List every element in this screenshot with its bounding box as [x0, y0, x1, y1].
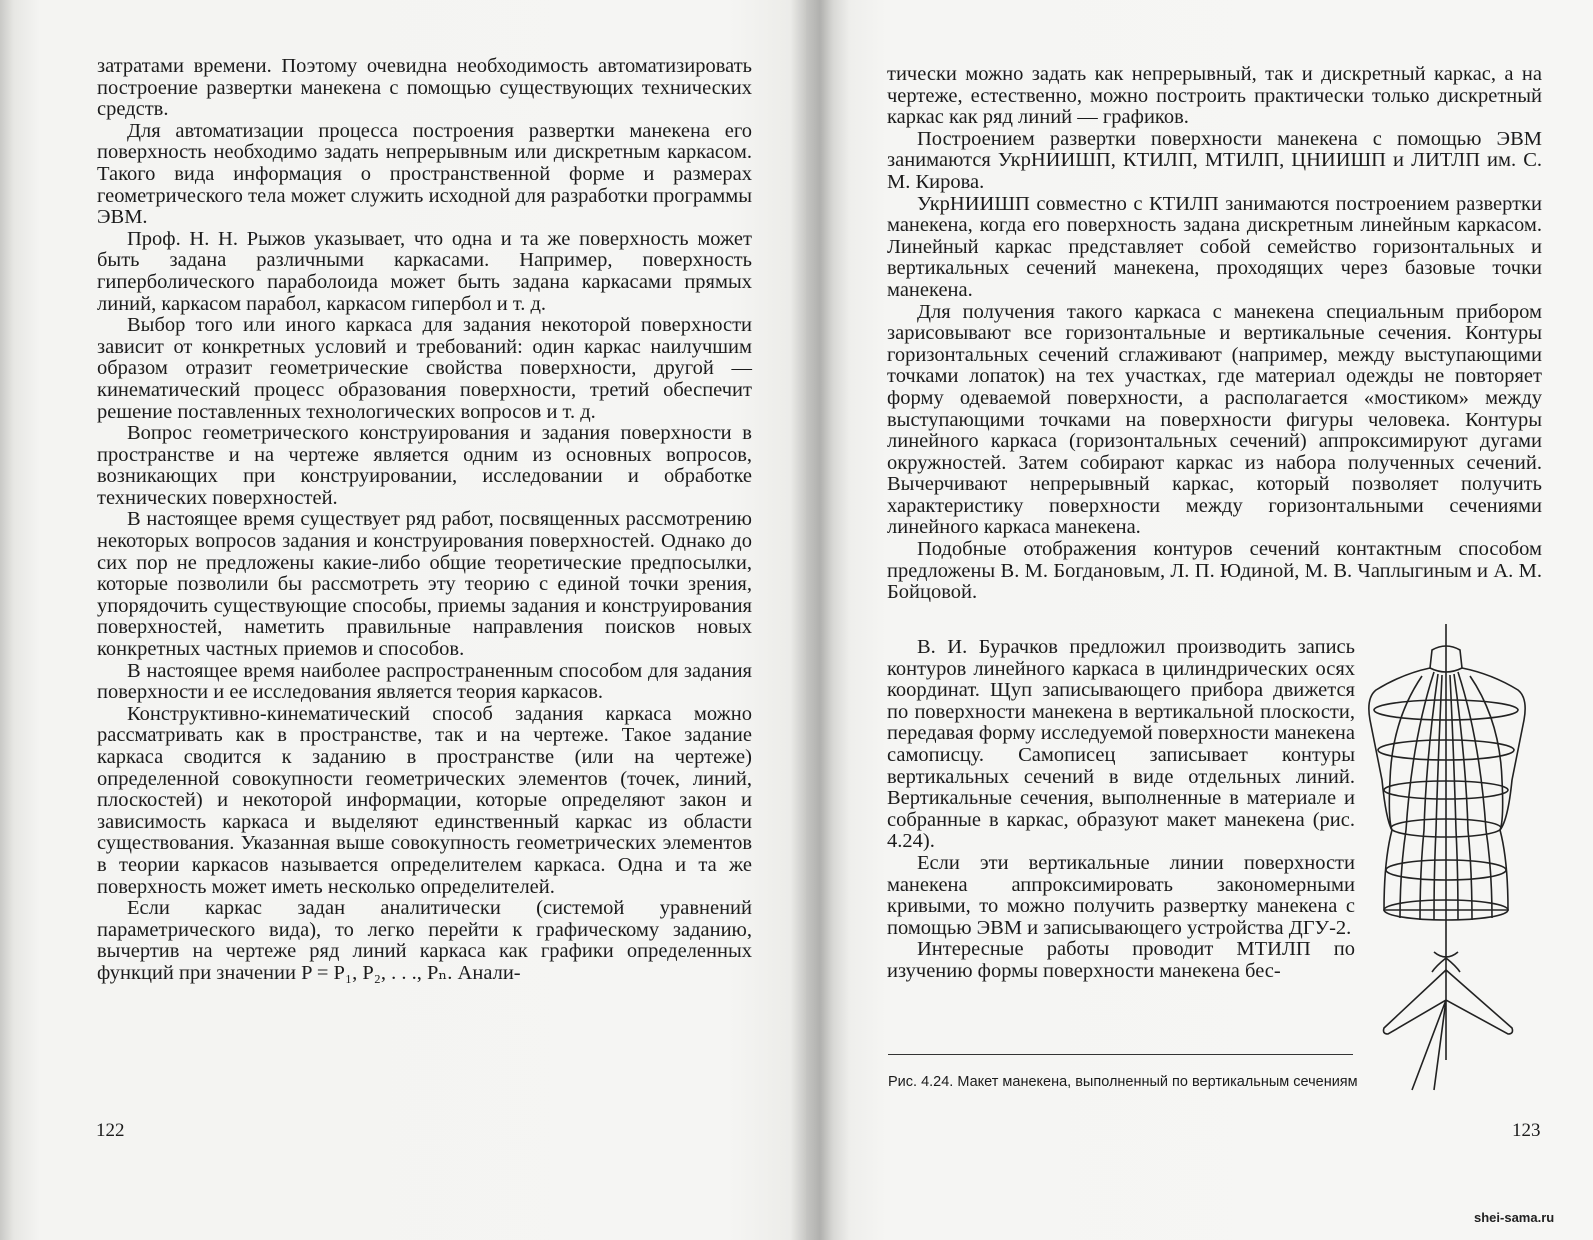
paragraph: тически можно задать как непрерывный, так и дискретный каркас, а на чертеже, естественно, можно построить практически только дискретный каркас как ряд линий — графиков. — [887, 63, 1542, 129]
paragraph: Для автоматизации процесса построения развертки манекена его поверхность необходимо задать непрерывным или дискретным каркасом. Такого вида информация о пространственной форме и размерах геометрического тела может служить исходной для разработки программы ЭВМ. — [97, 119, 752, 229]
right-page-text — [887, 64, 1542, 604]
paragraph: Проф. Н. Н. Рыжов указывает, что одна и та же поверхность может быть задана различными каркасами. Например, поверхность гиперболического параболоида может быть задана каркасами прямых линий, каркасом парабол, каркасом гипербол и т. д. — [97, 227, 752, 315]
paragraph: В настоящее время наиболее распространенным способом для задания поверхности и ее исследования является теория каркасов. — [97, 659, 752, 704]
figure-caption: Рис. 4.24. Макет манекена, выполненный по вертикальным сечениям — [888, 1074, 1358, 1090]
book-gutter — [790, 0, 850, 1240]
paragraph: Подобные отображения контуров сечений контактным способом предложены В. М. Богдановым, Л. П. Юдиной, М. В. Чаплыгиным и А. М. Бойцовой. — [887, 538, 1542, 604]
paragraph: Вопрос геометрического конструирования и задания поверхности в пространстве и на чертеже является одним из основных вопросов, возникающих при конструировании, исследовании и обработке технических поверхностей. — [97, 422, 752, 509]
paragraph: Конструктивно-кинематический способ задания каркаса можно рассматривать как в пространстве, так и на чертеже. Такое задание каркаса сводится к заданию в пространстве (или на чертеже) определенной совокупности геометрических элементов (точек, линий, плоскостей) и некоторой информации, которые определяют закон и зависимость каркаса и выделяют единственный каркас из области существования. Указанная выше совокупность геометрических элементов в теории каркасов называется определителем каркаса. Одна и та же поверхность может иметь несколько определителей. — [97, 702, 752, 898]
wire-mannequin-icon — [1362, 620, 1562, 1110]
page-number-right: 123 — [1512, 1120, 1541, 1141]
paragraph: затратами времени. Поэтому очевидна необходимость автоматизировать построение развертки манекена с помощью существующих технических средств. — [97, 55, 752, 121]
paragraph: Построением развертки поверхности манекена с помощью ЭВМ занимаются УкрНИИШП, КТИЛП, МТИЛП, ЦНИИШП и ЛИТЛП им. С. М. Кирова. — [887, 127, 1542, 193]
left-page-text — [97, 56, 752, 985]
page-number-left: 122 — [96, 1120, 125, 1141]
caption-divider — [888, 1054, 1353, 1055]
paragraph: Интересные работы проводит МТИЛП по изучению формы поверхности манекена бес- — [887, 938, 1355, 982]
paragraph: В настоящее время существует ряд работ, посвященных рассмотрению некоторых вопросов задания и конструирования поверхностей. Однако до сих пор не предложены какие-либо общие теоретические предпосылки, которые позволили бы рассмотреть эту теорию с единой точки зрения, упорядочить существующие способы, приемы задания и конструирования поверхностей, наметить правильные направления поисков новых конкретных частных приемов и способов. — [97, 508, 752, 661]
paragraph: Если каркас задан аналитически (системой уравнений параметрического вида), то легко перейти к графическому заданию, вычертив на чертеже ряд линий каркаса как графики определенных функций при значении P = P₁, P₂, . . ., Pₙ. Анали- — [97, 897, 752, 984]
paragraph: В. И. Бурачков предложил производить запись контуров линейного каркаса в цилиндрических осях координат. Щуп записывающего прибора движется по поверхности манекена в вертикальной плоскости, передавая форму исследуемой поверхности манекена самописцу. Самописец записывает контуры вертикальных сечений в виде отдельных линий. Вертикальные сечения, выполненные в материале и собранные в каркас, образуют макет манекена (рис. 4.24). — [887, 636, 1355, 853]
paragraph: УкрНИИШП совместно с КТИЛП занимаются построением развертки манекена, когда его поверхность задана дискретным линейным каркасом. Линейный каркас представляет собой семейство горизонтальных и вертикальных сечений манекена, проходящих через базовые точки манекена. — [887, 192, 1542, 301]
paragraph: Если эти вертикальные линии поверхности манекена аппроксимировать закономерными кривыми, то можно получить развертку манекена с помощью ЭВМ и записывающего устройства ДГУ-2. — [887, 851, 1355, 939]
paragraph: Выбор того или иного каркаса для задания некоторой поверхности зависит от конкретных условий и требований: один каркас наилучшим образом отразит геометрические свойства поверхности, другой — кинематический процесс образования поверхности, третий обеспечит решение поставленных технологических вопросов и т. д. — [97, 314, 752, 423]
watermark: shei-sama.ru — [1474, 1210, 1555, 1225]
right-page-text-wrapped — [887, 637, 1355, 983]
paragraph: Для получения такого каркаса с манекена специальным прибором зарисовывают все горизонтальные и вертикальные сечения. Контуры горизонтальных сечений сглаживают (например, между выступающими точками лопаток) на тех участках, где материал одежды не повторяет форму одеваемой поверхности, а располагается «мостиком» между выступающими точками на поверхности фигуры человека. Контуры линейного каркаса (горизонтальных сечений) аппроксимируют дугами окружностей. Затем собирают каркас из набора полученных сечений. Вычерчивают непрерывный каркас, который позволяет получить характеристику поверхности между горизонтальными сечениями линейного каркаса манекена. — [887, 300, 1542, 539]
